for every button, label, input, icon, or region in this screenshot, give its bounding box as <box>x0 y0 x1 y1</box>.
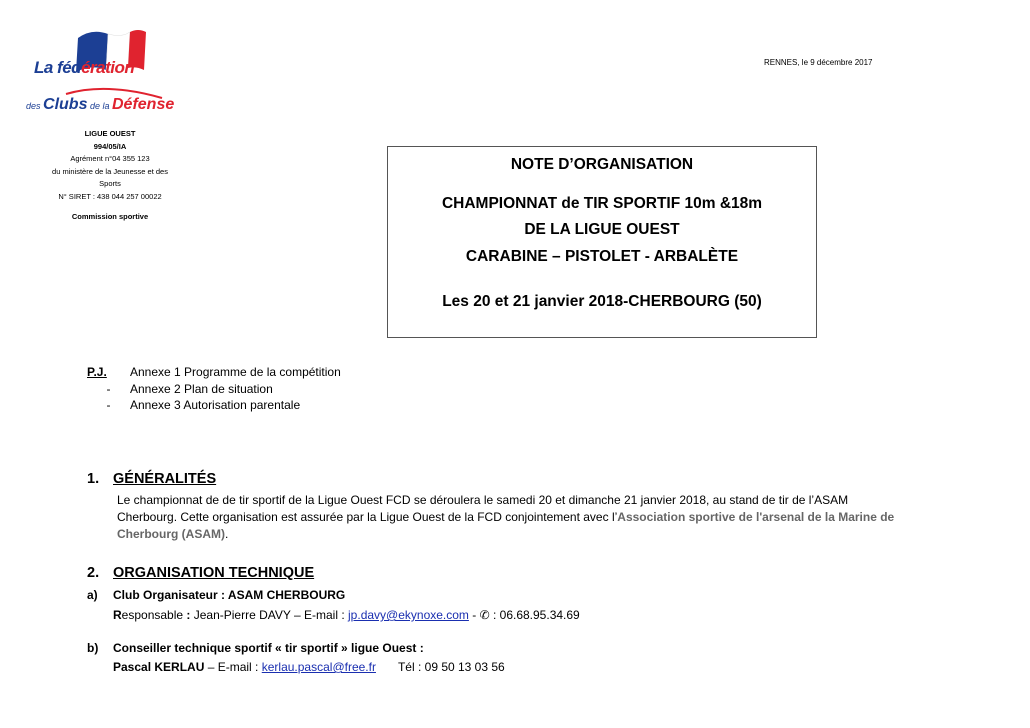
attachment-item: - Annexe 3 Autorisation parentale <box>106 398 301 412</box>
org-league: LIGUE OUEST <box>84 129 136 138</box>
title-dates: Les 20 et 21 janvier 2018-CHERBOURG (50) <box>442 293 762 310</box>
organiser-club-title: a) Club Organisateur : ASAM CHERBOURG <box>87 588 346 602</box>
title-note: NOTE D’ORGANISATION <box>510 156 694 173</box>
attachment-item: - Annexe 2 Plan de situation <box>106 381 273 396</box>
document-date: RENNES, le 9 décembre 2017 <box>764 58 873 67</box>
org-ministry: du ministère de la Jeunesse et des <box>52 166 168 176</box>
title-box <box>387 146 817 338</box>
org-number: 994/05/IA <box>93 141 127 151</box>
title-weapons: CARABINE – PISTOLET - ARBALÈTE <box>465 248 739 265</box>
attachment-item: P.J. Annexe 1 Programme de la compétition <box>87 365 341 379</box>
organiser-contact: Responsable : Jean-Pierre DAVY – E-mail : jp.davy@ekynoxe.com - ✆ : 06.68.95.34.69 <box>113 608 580 622</box>
section-generalites-heading: 1. GÉNÉRALITÉS <box>87 471 217 487</box>
organisation-info <box>20 128 200 224</box>
org-siret: N° SIRET : 438 044 257 00022 <box>58 191 162 201</box>
logo-text-clubs-defense: des Clubs de la Défense <box>26 96 175 113</box>
org-commission: Commission sportive <box>71 212 149 221</box>
org-agrement: Agrément n°04 355 123 <box>70 154 150 163</box>
logo-text-la-federation: La fédération <box>34 58 135 77</box>
section-organisation-heading: 2. ORGANISATION TECHNIQUE <box>87 565 315 581</box>
title-league: DE LA LIGUE OUEST <box>524 221 680 238</box>
technical-advisor-title: b) Conseiller technique sportif « tir sportif » ligue Ouest : <box>87 641 424 655</box>
title-championship: CHAMPIONNAT de TIR SPORTIF 10m &18m <box>441 195 763 212</box>
section-generalites-text: Le championnat de de tir sportif de la Ligue Ouest FCD se déroulera le samedi 20 et dimanche 21 janvier 2018, au stand de tir de l’ASAM Cherbourg. Cette organisation est assurée par la Ligue Ouest de la FCD conjointement avec l’Association sportive de l'arsenal de la Marine de Cherbourg (ASAM). <box>117 493 895 541</box>
organiser-email-link[interactable]: jp.davy@ekynoxe.com <box>348 608 469 622</box>
attachments-label: P.J. <box>87 365 107 379</box>
advisor-email-link[interactable]: kerlau.pascal@free.fr <box>261 660 376 674</box>
org-ministry-2: Sports <box>99 179 121 188</box>
attachments-list <box>87 364 341 414</box>
technical-advisor-contact: Pascal KERLAU – E-mail : kerlau.pascal@free.fr Tél : 09 50 13 03 56 <box>113 660 505 674</box>
